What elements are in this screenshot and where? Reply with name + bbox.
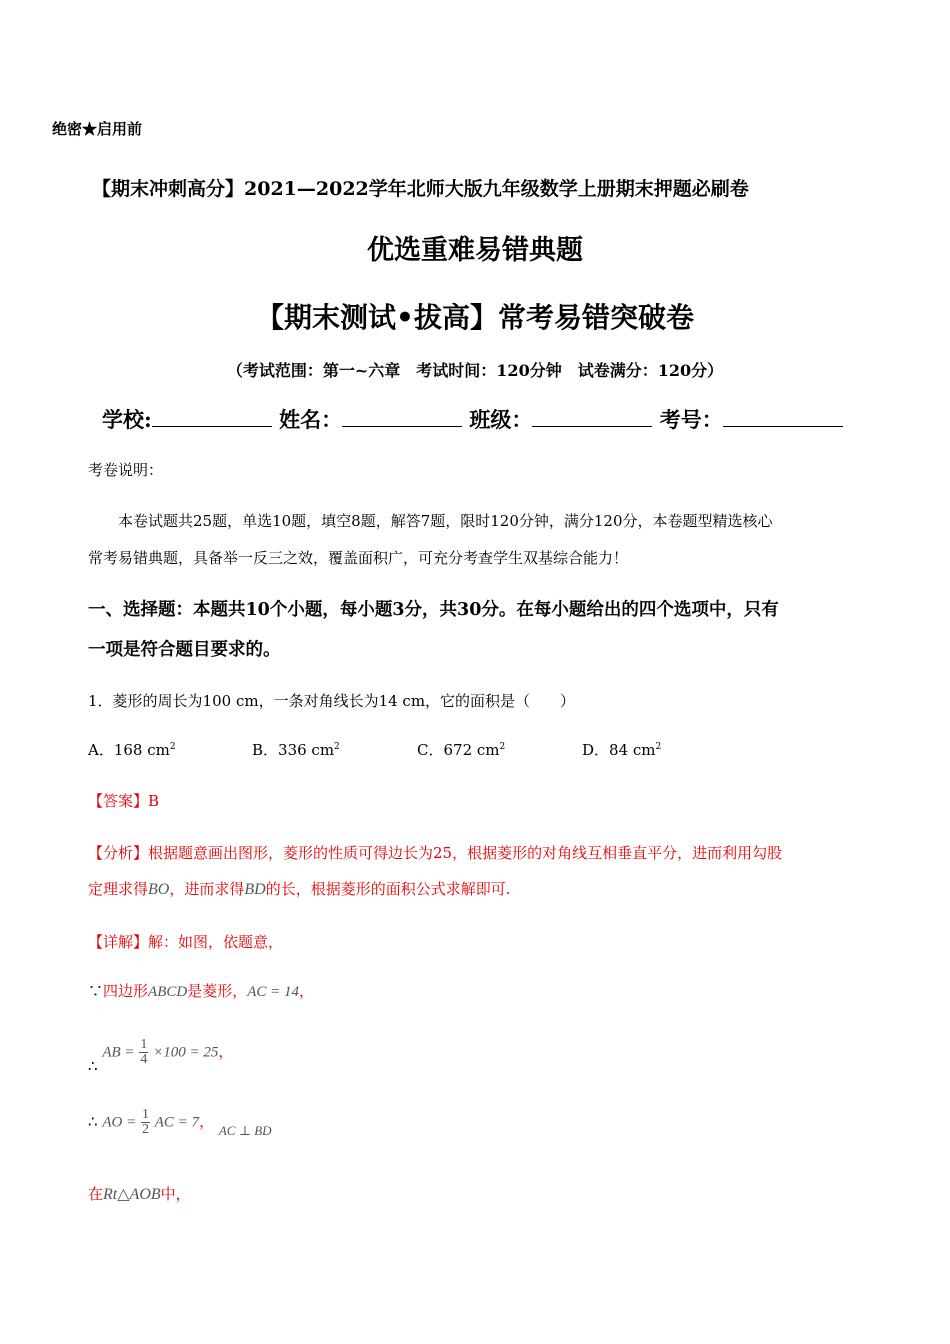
step3-lhs: AO =: [102, 1114, 137, 1131]
number-blank[interactable]: [723, 406, 843, 427]
step3-numerator: 1: [141, 1107, 149, 1122]
exam-info: （考试范围：第一~六章 考试时间：120分钟 试卷满分：120分）: [226, 361, 724, 380]
step1-end: ，: [299, 982, 315, 1000]
answer-tag: 【答案】: [88, 792, 149, 810]
step2-fraction: [139, 1038, 148, 1067]
analysis-text-1: 根据题意画出图形，菱形的性质可得边长为25，根据菱形的对角线互相垂直平分，进而利用勾股: [148, 844, 783, 862]
name-label: 姓名：: [279, 407, 343, 432]
section1-heading-line1: 一、选择题：本题共10个小题，每小题3分，共30分。在每小题给出的四个选项中，只有: [88, 600, 779, 620]
name-blank[interactable]: [342, 406, 462, 427]
step3-line: [88, 1108, 272, 1137]
analysis-text-2a: 定理求得: [88, 880, 149, 898]
therefore-symbol-3: ∴: [88, 1112, 98, 1131]
subtitle: 优选重难易错典题: [367, 235, 583, 266]
step3-fraction: [141, 1108, 150, 1137]
analysis-tag: 【分析】: [88, 844, 149, 862]
detail-line: [88, 931, 283, 952]
step4-text-a: 在: [88, 1185, 104, 1203]
option-a-sup: 2: [169, 742, 176, 752]
analysis-text-2b: ，进而求得: [169, 880, 245, 898]
class-label: 班级：: [469, 407, 533, 432]
analysis-line2: [88, 878, 510, 899]
question1-stem: 1．菱形的周长为100 cm，一条对角线长为14 cm，它的面积是（ ）: [88, 692, 576, 710]
option-d[interactable]: [582, 739, 661, 760]
step1-text-a: 四边形: [103, 982, 149, 1000]
student-fields: [102, 404, 843, 434]
step1-line: [88, 980, 314, 1001]
step4-math: Rt△AOB: [103, 1186, 161, 1203]
answer-line: [88, 790, 159, 811]
detail-tag: 【详解】: [88, 933, 149, 951]
therefore-symbol-2: ∴: [88, 1056, 98, 1075]
step3-rhs: AC = 7: [154, 1114, 200, 1131]
detail-text: 解：如图，依题意，: [148, 933, 284, 951]
section1-heading-line2: 一项是符合题目要求的。: [88, 640, 281, 660]
because-symbol: ∵: [88, 982, 104, 1000]
number-label: 考号：: [659, 407, 723, 432]
step4-text-b: 中，: [160, 1185, 191, 1203]
secret-label: 绝密★启用前: [52, 120, 143, 138]
instructions-heading: 考卷说明：: [88, 461, 164, 479]
step2-numerator: 1: [140, 1037, 148, 1052]
analysis-math-bd: BD: [244, 881, 266, 898]
step3-denominator: 2: [141, 1122, 149, 1137]
step2-end: ，: [218, 1042, 234, 1061]
option-c[interactable]: [417, 739, 505, 760]
page-title: 【期末测试•拔高】常考易错突破卷: [256, 301, 694, 334]
option-c-sup: 2: [499, 742, 506, 752]
step1-math-ac: AC = 14: [247, 984, 300, 1000]
instructions-line1: 本卷试题共25题，单选10题，填空8题，解答7题，限时120分钟，满分120分，本卷题型精选核心: [118, 512, 773, 530]
step2-line: [88, 1037, 234, 1075]
step2-rhs: ×100 = 25: [153, 1044, 219, 1061]
school-label: 学校:: [102, 407, 152, 432]
step3-comma: ，: [199, 1112, 215, 1131]
option-a-label: A．168 cm: [88, 741, 170, 759]
step1-math-abcd: ABCD: [148, 984, 188, 1000]
step4-line: [88, 1183, 191, 1204]
answer-value: B: [148, 792, 160, 810]
option-b-label: B．336 cm: [252, 741, 335, 759]
instructions-line2: 常考易错典题，具备举一反三之效，覆盖面积广，可充分考查学生双基综合能力！: [88, 549, 629, 567]
step1-text-b: 是菱形，: [187, 982, 248, 1000]
analysis-line1: [88, 842, 782, 863]
option-b-sup: 2: [334, 742, 340, 752]
class-blank[interactable]: [532, 406, 652, 427]
analysis-text-2c: 的长，根据菱形的面积公式求解即可.: [265, 880, 511, 898]
option-d-label: D．84 cm: [582, 741, 656, 759]
series-title: 【期末冲刺高分】2021—2022学年北师大版九年级数学上册期末押题必刷卷: [92, 178, 749, 200]
analysis-math-bo: BO: [148, 881, 170, 898]
step2-denominator: 4: [140, 1052, 148, 1067]
step3-perp: AC ⊥ BD: [218, 1122, 272, 1138]
option-b[interactable]: [252, 739, 340, 760]
option-c-label: C．672 cm: [417, 741, 500, 759]
option-a[interactable]: [88, 739, 176, 760]
step2-lhs: AB =: [102, 1044, 135, 1061]
school-blank[interactable]: [152, 406, 272, 427]
option-d-sup: 2: [655, 742, 662, 752]
